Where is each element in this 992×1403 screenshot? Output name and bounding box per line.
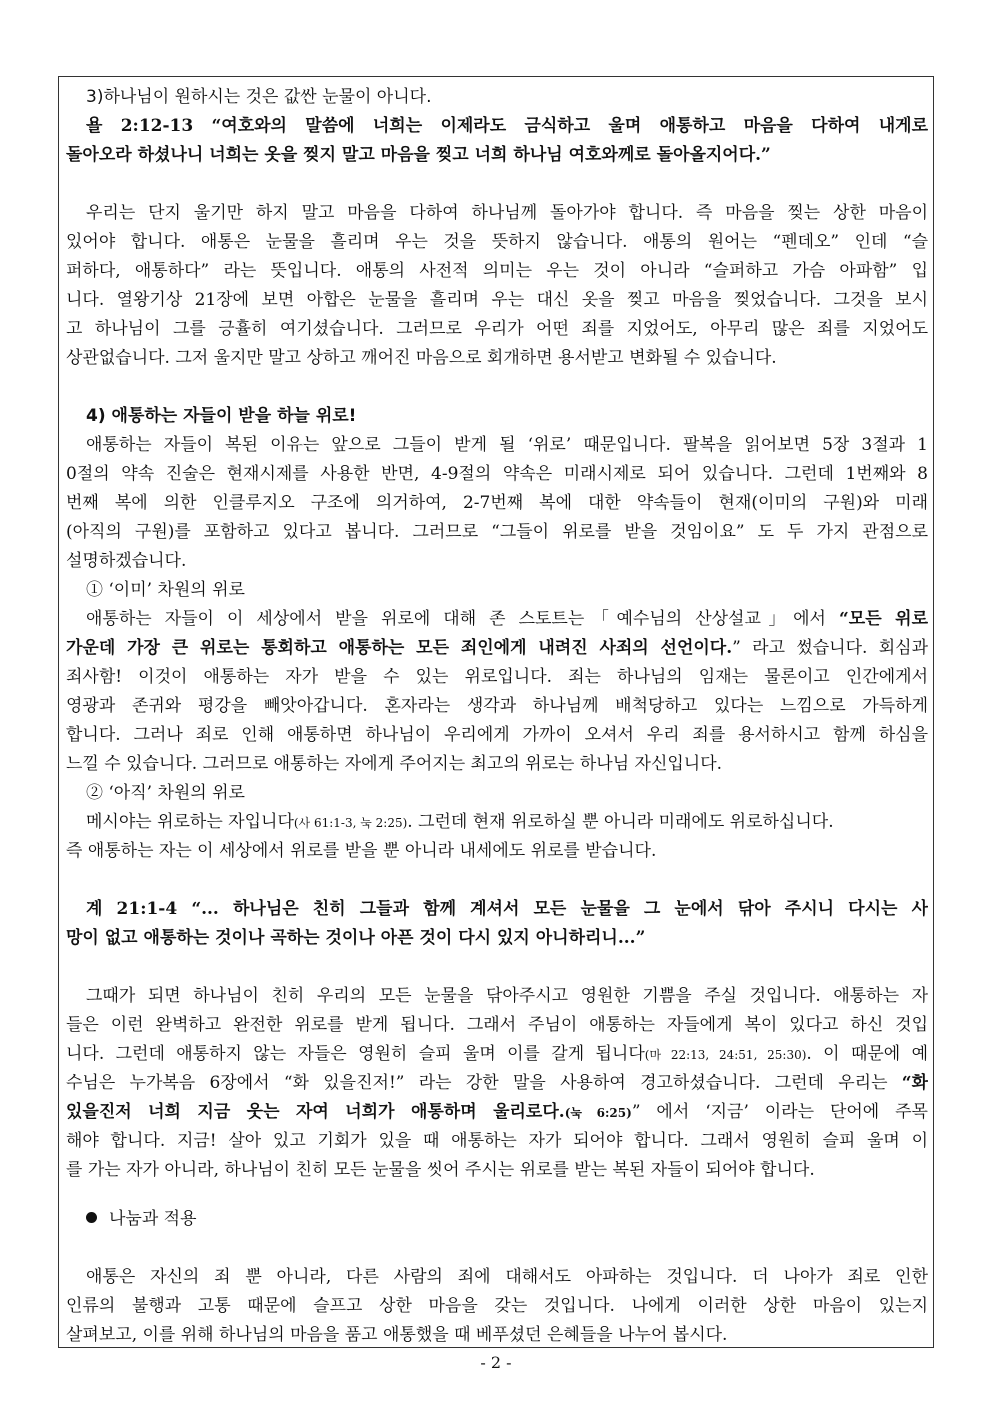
para3-text: 수님은 누가복음 6장에서 “화 있을진저!” 라는 강한 말을 사용하여 경고하셨습니다. 그런데 우리는 [66,1073,902,1093]
luke-quote-start: “화 [901,1073,928,1093]
bullet-icon [86,1212,97,1223]
sub1-para-line: 합니다. 그러나 죄로 인해 애통하면 하나님이 우리에게 가까이 오셔서 우리 죄를 용서하시고 함께 하심을 [66,725,928,745]
sec4-para-line: 애통하는 자들이 복된 이유는 앞으로 그들이 받게 될 ‘위로’ 때문입니다. 팔복을 읽어보면 5장 3절과 1 [86,435,928,455]
share-title: 나눔과 적용 [109,1209,197,1229]
revelation-verse-line-1: 계 21:1-4 “... 하나님은 친히 그들과 함께 계셔서 모든 눈물을 그 눈에서 닦아 주시니 다시는 사 [86,899,928,919]
sec4-para-line: 설명하겠습니다. [66,551,187,571]
page-number: - 2 - [480,1353,512,1372]
sub1-text: ” 라고 썼습니다. 회심과 [732,638,928,658]
scripture-reference: (마 22:13, 24:51, 25:30) [644,1048,807,1062]
para3-line: 그때가 되면 하나님이 친히 우리의 모든 눈물을 닦아주시고 영원한 기쁨을 주실 것입니다. 애통하는 자 [86,986,928,1006]
scripture-reference: (사 61:1-3, 눅 2:25) [293,816,408,830]
para3-line: 해야 합니다. 지금! 살아 있고 기회가 있을 때 애통하는 자가 되어야 합니다. 그래서 영원히 슬피 울며 이 [66,1131,928,1151]
para3-line-3 [66,1040,928,1069]
sub1-title: ① ‘이미’ 차원의 위로 [86,580,245,600]
para3-line: 들은 이런 완벽하고 완전한 위로를 받게 됩니다. 그래서 주님이 애통하는 자들에게 복이 있다고 하신 것입 [66,1015,928,1035]
share-para-line: 애통은 자신의 죄 뿐 아니라, 다른 사람의 죄에 대해서도 아파하는 것입니다. 더 나아가 죄로 인한 [86,1267,928,1287]
para3-text: 니다. 그런데 애통하지 않는 자들은 영원히 슬피 울며 이를 갈게 됩니다 [66,1044,645,1064]
stott-quote: 가운데 가장 큰 위로는 통회하고 애통하는 모든 죄인에게 내려진 사죄의 선언이다. [66,638,733,658]
share-heading [66,1205,928,1234]
sec4-para-line: (아직의 구원)를 포함하고 있다고 봅니다. 그러므로 “그들이 위로를 받을 것임이요” 도 두 가지 관점으로 [66,522,928,542]
section-3-heading: 3)하나님이 원하시는 것은 값싼 눈물이 아니다. [86,87,432,107]
sec3-para-line: 니다. 열왕기상 21장에 보면 아합은 눈물을 흘리며 우는 대신 옷을 찢고 마음을 찢었습니다. 그것을 보시 [66,290,928,310]
sub1-line-2 [66,634,928,663]
sec4-para-line: 0절의 약속 진술은 현재시제를 사용한 반면, 4-9절의 약속은 미래시제로 되어 있습니다. 그런데 1번째와 8 [66,464,928,484]
sub2-text: . 그런데 현재 위로하실 뿐 아니라 미래에도 위로하십니다. [407,812,834,832]
para3-line: 를 가는 자가 아니라, 하나님이 친히 모든 눈물을 씻어 주시는 위로를 받는 복된 자들이 되어야 합니다. [66,1160,815,1180]
sec3-para-line: 고 하나님이 그를 긍휼히 여기셨습니다. 그러므로 우리가 어떤 죄를 지었어도, 아무리 많은 죄를 지었어도 [66,319,928,339]
para3-text: ” 에서 ‘지금’ 이라는 단어에 주목 [631,1102,928,1122]
share-para-line: 살펴보고, 이를 위해 하나님의 마음을 품고 애통했을 때 베푸셨던 은혜들을 나누어 봅시다. [66,1325,728,1345]
sec4-para-line: 번째 복에 의한 인클루지오 구조에 의거하여, 2-7번째 복에 대한 약속들이 현재(이미의 구원)와 미래 [66,493,928,513]
luke-quote: 있을진저 너희 지금 웃는 자여 너희가 애통하며 울리로다. [66,1102,565,1122]
sub2-line-1 [66,808,928,837]
sub1-para-line: 영광과 존귀와 평강을 빼앗아갑니다. 혼자라는 생각과 하나님께 배척당하고 있다는 느낌으로 가득하게 [66,696,928,716]
sec3-para-line: 있어야 합니다. 애통은 눈물을 흘리며 우는 것을 뜻하지 않습니다. 애통의 원어는 “펜데오” 인데 “슬 [66,232,928,252]
para3-text: . 이 때문에 예 [806,1044,928,1064]
sub2-text: 메시야는 위로하는 자입니다 [86,812,294,832]
sub1-para-line: 느낄 수 있습니다. 그러므로 애통하는 자에게 주어지는 최고의 위로는 하나님 자신입니다. [66,754,723,774]
joel-verse-line-2: 돌아오라 하셨나니 너희는 옷을 찢지 말고 마음을 찢고 너희 하나님 여호와께로 돌아올지어다.” [66,145,771,165]
sec3-para-line: 우리는 단지 울기만 하지 말고 마음을 다하여 하나님께 돌아가야 합니다. 즉 마음을 찢는 상한 마음이 [86,203,928,223]
sec3-para-line: 퍼하다, 애통하다” 라는 뜻입니다. 애통의 사전적 의미는 우는 것이 아니라 “슬퍼하고 가슴 아파함” 입 [66,261,928,281]
para3-line-5 [66,1098,928,1127]
para3-line-4 [66,1069,928,1098]
section-4-heading: 4) 애통하는 자들이 받을 하늘 위로! [86,406,357,426]
stott-quote-start: “모든 위로 [839,609,928,629]
sub2-line-2: 즉 애통하는 자는 이 세상에서 위로를 받을 뿐 아니라 내세에도 위로를 받습니다. [66,841,657,861]
sub2-title: ② ‘아직’ 차원의 위로 [86,783,245,803]
sub1-text: 애통하는 자들이 이 세상에서 받을 위로에 대해 존 스토트는「예수님의 산상설교」에서 [86,609,839,629]
sub1-line-1 [66,605,928,634]
sub1-para-line: 죄사함! 이것이 애통하는 자가 받을 수 있는 위로입니다. 죄는 하나님의 임재는 물론이고 인간에게서 [66,667,928,687]
sec3-para-line: 상관없습니다. 그저 울지만 말고 상하고 깨어진 마음으로 회개하면 용서받고 변화될 수 있습니다. [66,348,777,368]
revelation-verse-line-2: 망이 없고 애통하는 것이나 곡하는 것이나 아픈 것이 다시 있지 아니하리니...” [66,928,646,948]
joel-verse-line-1: 욜 2:12-13 “여호와의 말씀에 너희는 이제라도 금식하고 울며 애통하고 마음을 다하여 내게로 [86,116,928,136]
scripture-reference: (눅 6:25) [564,1106,632,1120]
share-para-line: 인류의 불행과 고통 때문에 슬프고 상한 마음을 갖는 것입니다. 나에게 이러한 상한 마음이 있는지 [66,1296,928,1316]
document-body [66,83,928,1350]
